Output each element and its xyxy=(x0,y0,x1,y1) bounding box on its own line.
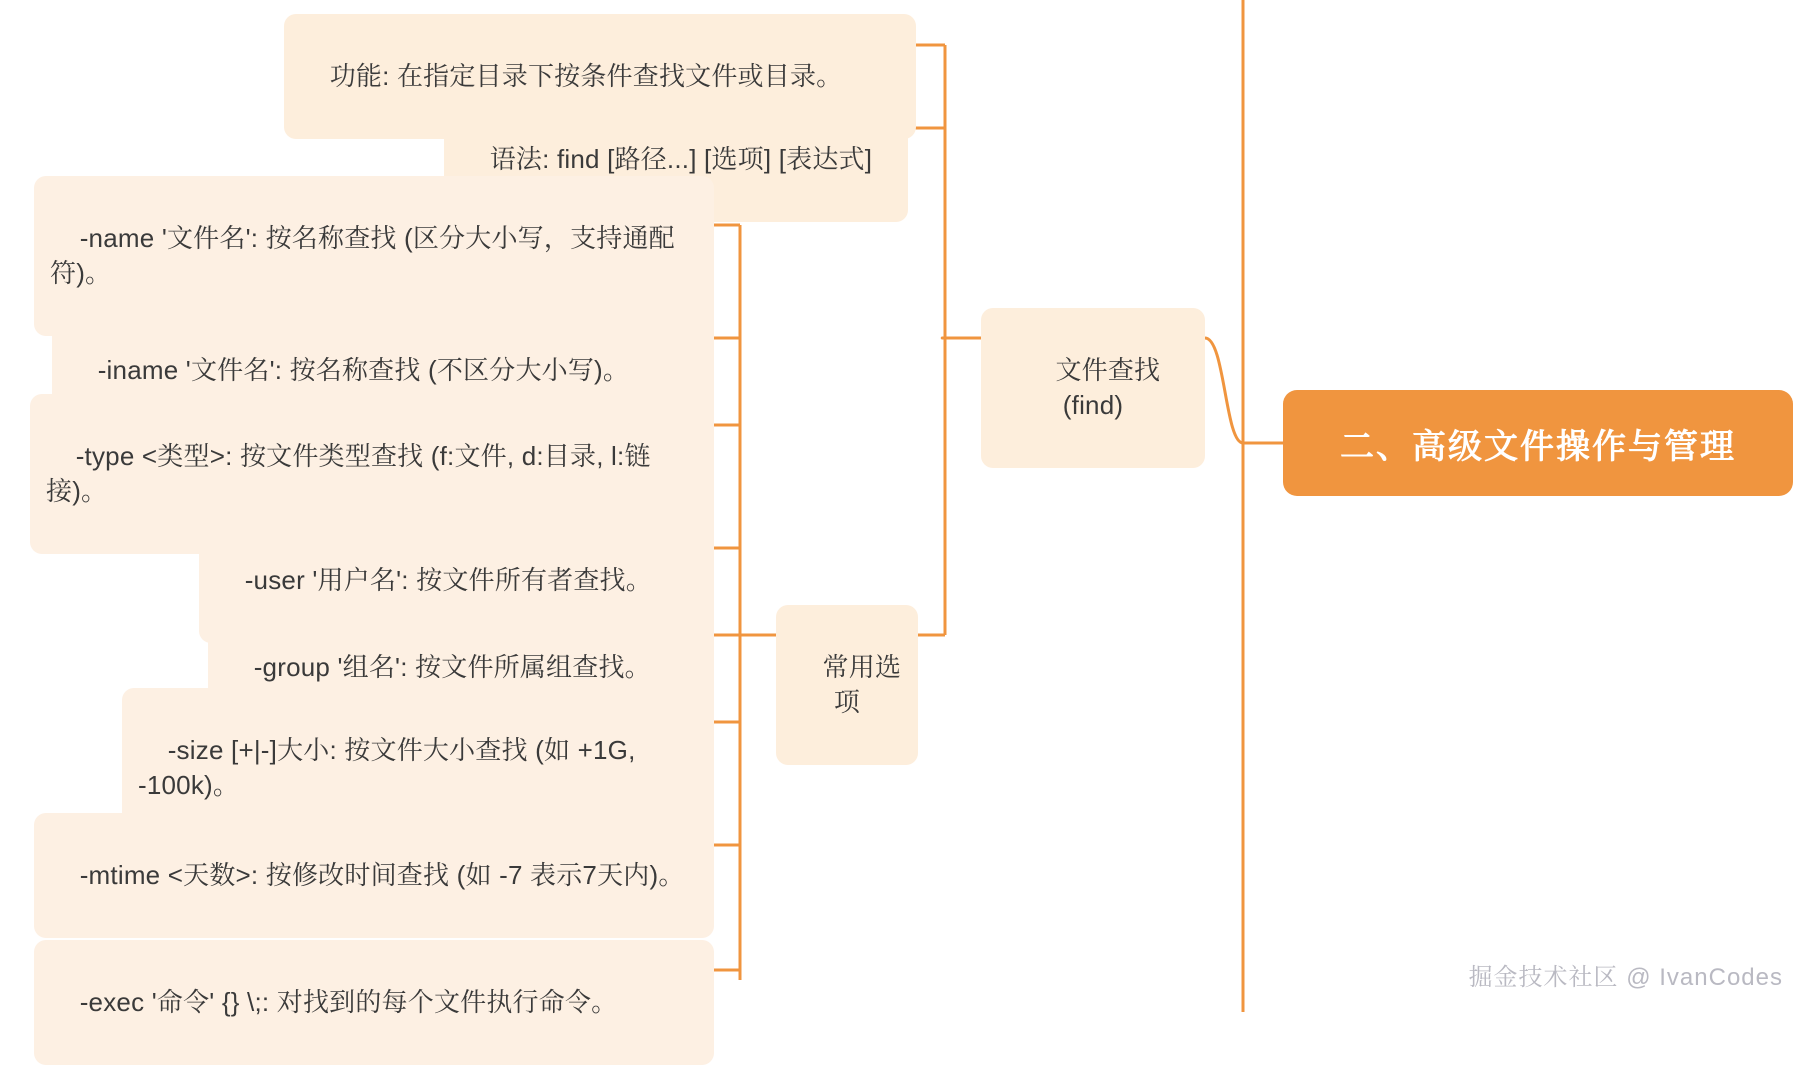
wire-branch-to-spine xyxy=(1205,338,1243,443)
option-node-mtime-label: -mtime <天数>: 按修改时间查找 (如 -7 表示7天内)。 xyxy=(79,860,685,891)
watermark: 掘金技术社区 @ IvanCodes xyxy=(1468,964,1783,991)
node-function-description-label: 功能: 在指定目录下按条件查找文件或目录。 xyxy=(329,61,843,92)
option-node-mtime[interactable] xyxy=(34,813,714,938)
group-node-common-options-label: 常用选项 xyxy=(822,652,902,718)
option-node-size-label: -size [+|-]大小: 按文件大小查找 (如 +1G, -100k)。 xyxy=(138,735,643,801)
option-node-type-label: -type <类型>: 按文件类型查找 (f:文件, d:目录, l:链接)。 xyxy=(46,441,651,507)
option-node-name-label: -name '文件名': 按名称查找 (区分大小写，支持通配符)。 xyxy=(50,223,675,289)
option-node-iname-label: -iname '文件名': 按名称查找 (不区分大小写)。 xyxy=(97,355,630,386)
root-node-label: 二、高级文件操作与管理 xyxy=(1340,427,1736,466)
branch-node-label: 文件查找 (find) xyxy=(1055,355,1168,421)
option-node-exec[interactable] xyxy=(34,940,714,1065)
branch-node-file-find[interactable] xyxy=(981,308,1205,468)
root-node[interactable] xyxy=(1283,390,1793,496)
node-syntax-label: 语法: find [路径...] [选项] [表达式] xyxy=(489,144,873,175)
group-node-common-options[interactable] xyxy=(776,605,918,765)
option-node-group-label: -group '组名': 按文件所属组查找。 xyxy=(253,652,651,683)
option-node-user-label: -user '用户名': 按文件所有者查找。 xyxy=(244,565,652,596)
option-node-exec-label: -exec '命令' {} \;: 对找到的每个文件执行命令。 xyxy=(79,987,618,1018)
